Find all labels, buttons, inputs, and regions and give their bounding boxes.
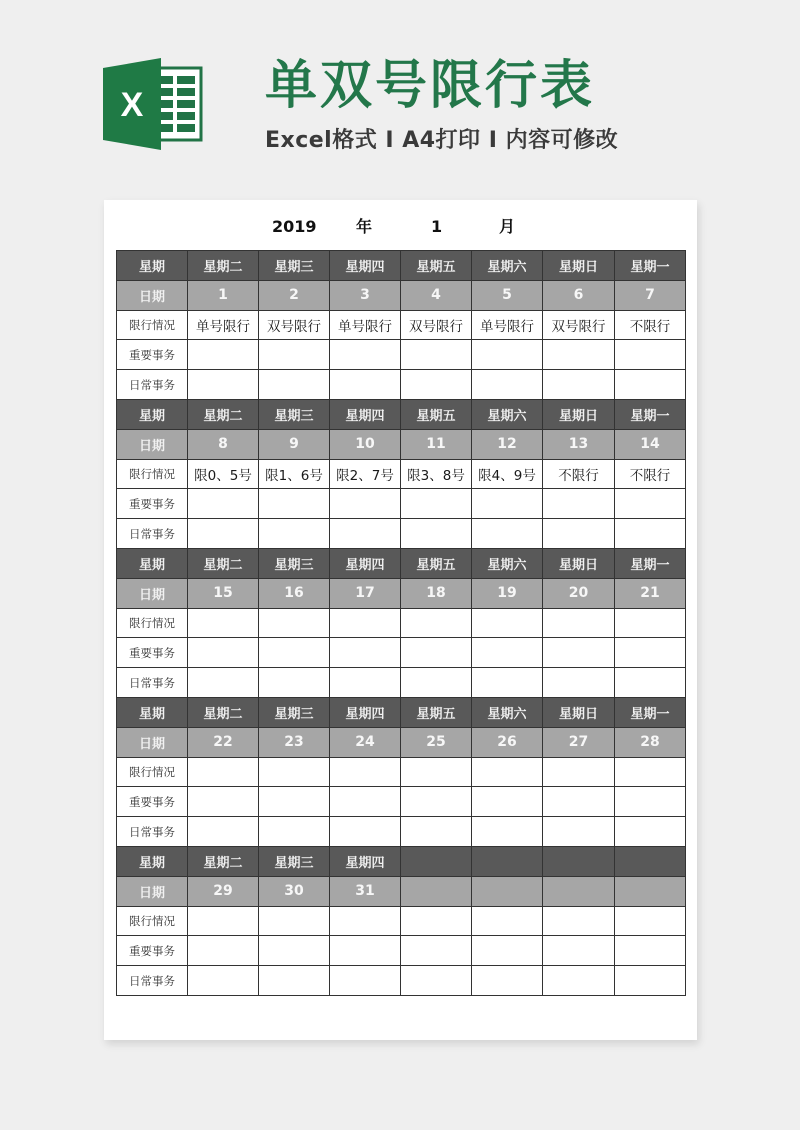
important-cell[interactable] [330, 787, 401, 817]
date-cell: 23 [259, 727, 330, 757]
restriction-cell[interactable]: 单号限行 [472, 310, 543, 340]
date-cell: 29 [188, 876, 259, 906]
restriction-cell[interactable]: 限1、6号 [259, 459, 330, 489]
date-cell: 13 [543, 429, 615, 459]
important-cell[interactable] [543, 936, 615, 966]
svg-text:X: X [120, 86, 144, 124]
weekday-cell: 星期五 [401, 548, 472, 578]
important-cell[interactable] [543, 489, 615, 519]
weekday-cell: 星期六 [472, 399, 543, 429]
weekday-row [117, 548, 686, 578]
daily-label: 日常事务 [117, 668, 188, 698]
daily-cell[interactable] [188, 817, 259, 847]
restriction-label: 限行情况 [117, 757, 188, 787]
restriction-cell[interactable] [401, 608, 472, 638]
daily-cell[interactable] [615, 817, 686, 847]
important-cell[interactable] [472, 638, 543, 668]
weekday-label: 星期 [117, 846, 188, 876]
weekday-row [117, 697, 686, 727]
weekday-cell: 星期日 [543, 399, 615, 429]
restriction-cell[interactable]: 限3、8号 [401, 459, 472, 489]
restriction-cell[interactable] [615, 757, 686, 787]
daily-label: 日常事务 [117, 519, 188, 549]
weekday-cell: 星期二 [188, 846, 259, 876]
date-label: 日期 [117, 280, 188, 310]
date-cell: 19 [472, 578, 543, 608]
weekday-row [117, 399, 686, 429]
restriction-cell[interactable] [543, 608, 615, 638]
restriction-cell[interactable] [259, 906, 330, 936]
date-label: 日期 [117, 429, 188, 459]
date-cell: 20 [543, 578, 615, 608]
important-row [117, 638, 686, 668]
weekday-cell: 星期五 [401, 399, 472, 429]
date-row [117, 280, 686, 310]
daily-cell[interactable] [543, 519, 615, 549]
daily-cell[interactable] [401, 817, 472, 847]
month-header [104, 214, 697, 240]
date-cell: 15 [188, 578, 259, 608]
daily-cell[interactable] [401, 519, 472, 549]
important-cell[interactable] [188, 340, 259, 370]
weekday-cell: 星期三 [259, 846, 330, 876]
daily-cell[interactable] [615, 370, 686, 400]
calendar-table [116, 250, 686, 996]
weekday-cell [543, 846, 615, 876]
date-cell: 1 [188, 280, 259, 310]
restriction-cell[interactable]: 不限行 [615, 459, 686, 489]
date-cell: 31 [330, 876, 401, 906]
important-label: 重要事务 [117, 787, 188, 817]
date-cell [472, 876, 543, 906]
restriction-cell[interactable] [615, 906, 686, 936]
restriction-cell[interactable] [401, 757, 472, 787]
daily-cell[interactable] [401, 668, 472, 698]
weekday-cell: 星期六 [472, 697, 543, 727]
calendar-sheet [104, 200, 697, 1040]
important-cell[interactable] [188, 638, 259, 668]
important-row [117, 489, 686, 519]
daily-cell[interactable] [259, 966, 330, 996]
weekday-cell [615, 846, 686, 876]
restriction-cell[interactable]: 不限行 [615, 310, 686, 340]
daily-row [117, 966, 686, 996]
important-label: 重要事务 [117, 638, 188, 668]
weekday-cell: 星期三 [259, 548, 330, 578]
restriction-cell[interactable] [543, 757, 615, 787]
restriction-cell[interactable] [472, 608, 543, 638]
page-subtitle: Excel格式 I A4打印 I 内容可修改 [265, 128, 619, 153]
weekday-cell: 星期六 [472, 548, 543, 578]
daily-cell[interactable] [259, 519, 330, 549]
weekday-cell: 星期二 [188, 697, 259, 727]
important-cell[interactable] [259, 340, 330, 370]
daily-cell[interactable] [330, 817, 401, 847]
restriction-label: 限行情况 [117, 459, 188, 489]
restriction-cell[interactable]: 限4、9号 [472, 459, 543, 489]
weekday-cell: 星期一 [615, 399, 686, 429]
important-cell[interactable] [401, 489, 472, 519]
restriction-cell[interactable] [188, 608, 259, 638]
date-row [117, 578, 686, 608]
weekday-row [117, 846, 686, 876]
date-cell [615, 876, 686, 906]
weekday-cell: 星期四 [330, 697, 401, 727]
important-cell[interactable] [188, 936, 259, 966]
daily-cell[interactable] [188, 370, 259, 400]
date-row [117, 876, 686, 906]
important-cell[interactable] [401, 638, 472, 668]
date-cell: 6 [543, 280, 615, 310]
date-cell: 14 [615, 429, 686, 459]
weekday-cell: 星期日 [543, 697, 615, 727]
weekday-cell: 星期二 [188, 548, 259, 578]
daily-cell[interactable] [330, 966, 401, 996]
date-row [117, 429, 686, 459]
important-cell[interactable] [330, 638, 401, 668]
restriction-cell[interactable]: 双号限行 [401, 310, 472, 340]
important-cell[interactable] [330, 489, 401, 519]
important-cell[interactable] [615, 936, 686, 966]
weekday-cell: 星期四 [330, 251, 401, 281]
year-unit: 年 [356, 217, 373, 236]
restriction-cell[interactable]: 双号限行 [259, 310, 330, 340]
weekday-cell: 星期一 [615, 697, 686, 727]
restriction-row [117, 757, 686, 787]
daily-cell[interactable] [615, 966, 686, 996]
page-title: 单双号限行表 [265, 56, 596, 116]
date-cell: 3 [330, 280, 401, 310]
daily-cell[interactable] [259, 370, 330, 400]
date-cell: 24 [330, 727, 401, 757]
daily-row [117, 519, 686, 549]
daily-cell[interactable] [472, 370, 543, 400]
banner [0, 0, 800, 200]
restriction-cell[interactable]: 单号限行 [188, 310, 259, 340]
date-cell: 9 [259, 429, 330, 459]
date-label: 日期 [117, 727, 188, 757]
weekday-cell: 星期五 [401, 697, 472, 727]
daily-cell[interactable] [259, 668, 330, 698]
important-cell[interactable] [472, 489, 543, 519]
important-cell[interactable] [259, 489, 330, 519]
daily-cell[interactable] [472, 966, 543, 996]
date-cell: 22 [188, 727, 259, 757]
daily-cell[interactable] [543, 370, 615, 400]
restriction-cell[interactable]: 限0、5号 [188, 459, 259, 489]
restriction-cell[interactable] [330, 608, 401, 638]
weekday-cell: 星期一 [615, 548, 686, 578]
restriction-row [117, 459, 686, 489]
weekday-cell: 星期五 [401, 251, 472, 281]
important-cell[interactable] [472, 936, 543, 966]
date-cell: 17 [330, 578, 401, 608]
important-cell[interactable] [330, 936, 401, 966]
important-cell[interactable] [615, 787, 686, 817]
important-cell[interactable] [472, 340, 543, 370]
restriction-cell[interactable] [330, 757, 401, 787]
daily-cell[interactable] [615, 668, 686, 698]
restriction-label: 限行情况 [117, 608, 188, 638]
restriction-cell[interactable]: 限2、7号 [330, 459, 401, 489]
weekday-cell: 星期二 [188, 399, 259, 429]
important-label: 重要事务 [117, 489, 188, 519]
restriction-cell[interactable] [188, 757, 259, 787]
important-row [117, 340, 686, 370]
daily-cell[interactable] [188, 966, 259, 996]
restriction-cell[interactable] [188, 906, 259, 936]
important-cell[interactable] [259, 936, 330, 966]
weekday-label: 星期 [117, 251, 188, 281]
daily-cell[interactable] [330, 519, 401, 549]
month-unit: 月 [499, 217, 516, 236]
date-cell: 21 [615, 578, 686, 608]
date-cell: 11 [401, 429, 472, 459]
weekday-cell: 星期六 [472, 251, 543, 281]
date-cell [401, 876, 472, 906]
daily-cell[interactable] [472, 817, 543, 847]
date-cell: 26 [472, 727, 543, 757]
restriction-row [117, 608, 686, 638]
important-cell[interactable] [401, 340, 472, 370]
restriction-cell[interactable]: 不限行 [543, 459, 615, 489]
date-cell: 2 [259, 280, 330, 310]
daily-cell[interactable] [615, 519, 686, 549]
daily-label: 日常事务 [117, 370, 188, 400]
date-cell: 5 [472, 280, 543, 310]
date-cell: 8 [188, 429, 259, 459]
important-cell[interactable] [543, 340, 615, 370]
important-label: 重要事务 [117, 936, 188, 966]
weekday-label: 星期 [117, 548, 188, 578]
weekday-cell: 星期日 [543, 251, 615, 281]
important-label: 重要事务 [117, 340, 188, 370]
weekday-cell: 星期四 [330, 548, 401, 578]
weekday-cell [401, 846, 472, 876]
important-cell[interactable] [330, 340, 401, 370]
important-cell[interactable] [615, 638, 686, 668]
weekday-cell: 星期三 [259, 251, 330, 281]
weekday-cell [472, 846, 543, 876]
restriction-cell[interactable] [330, 906, 401, 936]
daily-cell[interactable] [543, 817, 615, 847]
date-cell: 7 [615, 280, 686, 310]
daily-row [117, 370, 686, 400]
important-cell[interactable] [543, 638, 615, 668]
date-cell: 12 [472, 429, 543, 459]
restriction-cell[interactable] [259, 608, 330, 638]
weekday-cell: 星期一 [615, 251, 686, 281]
daily-label: 日常事务 [117, 817, 188, 847]
important-cell[interactable] [401, 787, 472, 817]
important-cell[interactable] [188, 489, 259, 519]
date-cell: 30 [259, 876, 330, 906]
restriction-cell[interactable] [615, 608, 686, 638]
weekday-cell: 星期日 [543, 548, 615, 578]
daily-label: 日常事务 [117, 966, 188, 996]
daily-cell[interactable] [472, 668, 543, 698]
date-cell: 25 [401, 727, 472, 757]
date-cell: 28 [615, 727, 686, 757]
excel-logo-icon [103, 58, 203, 150]
date-cell: 16 [259, 578, 330, 608]
date-cell [543, 876, 615, 906]
restriction-label: 限行情况 [117, 310, 188, 340]
weekday-label: 星期 [117, 399, 188, 429]
daily-row [117, 668, 686, 698]
restriction-cell[interactable] [472, 757, 543, 787]
date-cell: 27 [543, 727, 615, 757]
daily-cell[interactable] [472, 519, 543, 549]
important-cell[interactable] [259, 638, 330, 668]
important-cell[interactable] [615, 489, 686, 519]
daily-cell[interactable] [259, 817, 330, 847]
date-row [117, 727, 686, 757]
important-cell[interactable] [188, 787, 259, 817]
daily-cell[interactable] [543, 668, 615, 698]
important-cell[interactable] [259, 787, 330, 817]
daily-cell[interactable] [401, 370, 472, 400]
restriction-cell[interactable] [259, 757, 330, 787]
year-value: 2019 [272, 217, 317, 236]
weekday-label: 星期 [117, 697, 188, 727]
date-cell: 18 [401, 578, 472, 608]
important-cell[interactable] [615, 340, 686, 370]
date-cell: 4 [401, 280, 472, 310]
weekday-cell: 星期二 [188, 251, 259, 281]
restriction-cell[interactable]: 单号限行 [330, 310, 401, 340]
weekday-row [117, 251, 686, 281]
important-cell[interactable] [472, 787, 543, 817]
restriction-cell[interactable] [543, 906, 615, 936]
date-label: 日期 [117, 876, 188, 906]
date-cell: 10 [330, 429, 401, 459]
restriction-cell[interactable] [401, 906, 472, 936]
restriction-label: 限行情况 [117, 906, 188, 936]
weekday-cell: 星期三 [259, 697, 330, 727]
daily-cell[interactable] [543, 966, 615, 996]
weekday-cell: 星期三 [259, 399, 330, 429]
daily-cell[interactable] [188, 668, 259, 698]
daily-cell[interactable] [330, 370, 401, 400]
important-cell[interactable] [543, 787, 615, 817]
month-value: 1 [431, 217, 443, 236]
restriction-row [117, 906, 686, 936]
daily-cell[interactable] [330, 668, 401, 698]
daily-cell[interactable] [188, 519, 259, 549]
daily-row [117, 817, 686, 847]
daily-cell[interactable] [401, 966, 472, 996]
restriction-cell[interactable]: 双号限行 [543, 310, 615, 340]
important-row [117, 936, 686, 966]
weekday-cell: 星期四 [330, 846, 401, 876]
restriction-row [117, 310, 686, 340]
date-label: 日期 [117, 578, 188, 608]
important-row [117, 787, 686, 817]
weekday-cell: 星期四 [330, 399, 401, 429]
important-cell[interactable] [401, 936, 472, 966]
restriction-cell[interactable] [472, 906, 543, 936]
